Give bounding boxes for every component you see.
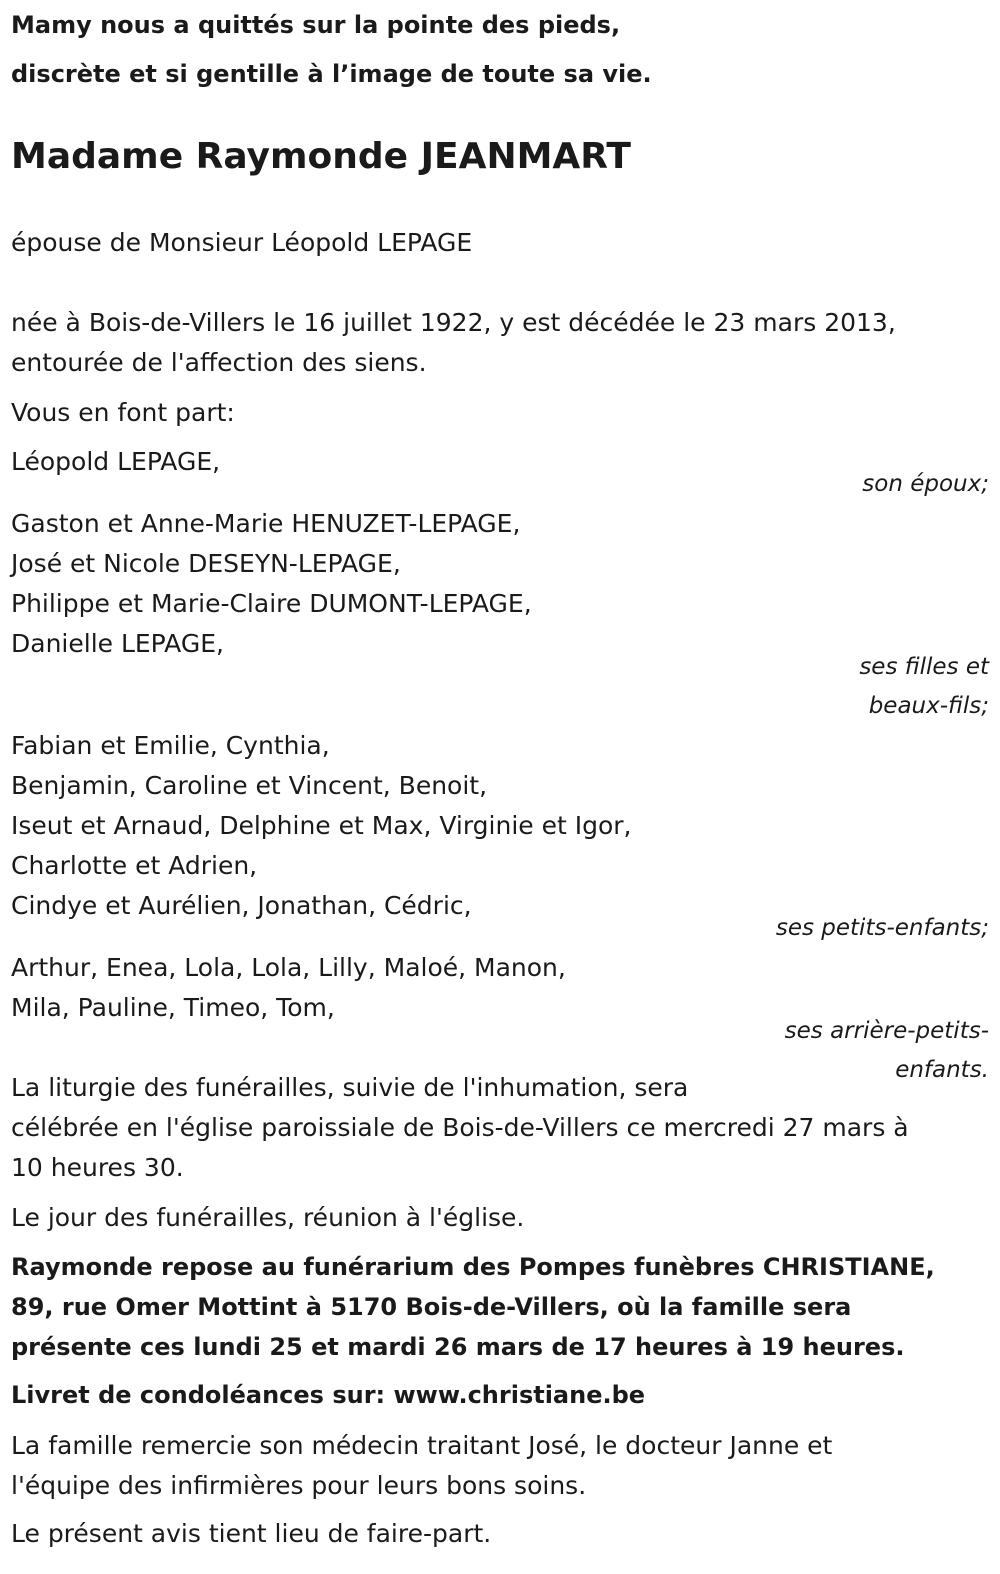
family-grandchildren-name: Cindye et Aurélien, Jonathan, Cédric,: [11, 891, 472, 920]
relation-great-grandchildren-line-2: enfants.: [895, 1057, 989, 1083]
funeral-line-2: célébrée en l'église paroissiale de Bois-de-Villers ce mercredi 27 mars à: [11, 1113, 909, 1142]
funerarium-line-1: Raymonde repose au funérarium des Pompes funèbres CHRISTIANE,: [11, 1253, 935, 1281]
family-grandchildren-name: Benjamin, Caroline et Vincent, Benoit,: [11, 771, 488, 800]
funerarium-line-3: présente ces lundi 25 et mardi 26 mars de 17 heures à 19 heures.: [11, 1333, 905, 1361]
funeral-line-1: La liturgie des funérailles, suivie de l'inhumation, sera: [11, 1073, 689, 1102]
family-grandchildren-name: Iseut et Arnaud, Delphine et Max, Virginie et Igor,: [11, 811, 632, 840]
intro-line-2: discrète et si gentille à l’image de toute sa vie.: [11, 60, 652, 88]
family-children-name: José et Nicole DESEYN-LEPAGE,: [11, 549, 401, 578]
announce-line: Vous en font part:: [11, 398, 235, 427]
family-grandchildren-name: Charlotte et Adrien,: [11, 851, 258, 880]
relation-grandchildren: ses petits-enfants;: [775, 915, 989, 941]
spouse-line: épouse de Monsieur Léopold LEPAGE: [11, 228, 473, 257]
relation-great-grandchildren-line-1: ses arrière-petits-: [784, 1018, 989, 1044]
relation-children-line-2: beaux-fils;: [868, 693, 989, 719]
deceased-name: Madame Raymonde JEANMART: [11, 136, 631, 177]
funeral-meeting-line: Le jour des funérailles, réunion à l'église.: [11, 1203, 525, 1232]
family-spouse-name: Léopold LEPAGE,: [11, 447, 221, 476]
family-children-name: Philippe et Marie-Claire DUMONT-LEPAGE,: [11, 589, 532, 618]
birth-line-1: née à Bois-de-Villers le 16 juillet 1922, y est décédée le 23 mars 2013,: [11, 308, 896, 337]
thanks-line-2: l'équipe des infirmières pour leurs bons soins.: [11, 1471, 587, 1500]
condolences-line: Livret de condoléances sur: www.christiane.be: [11, 1381, 646, 1409]
closing-line: Le présent avis tient lieu de faire-part.: [11, 1519, 492, 1548]
family-children-name: Danielle LEPAGE,: [11, 629, 224, 658]
intro-line-1: Mamy nous a quittés sur la pointe des pieds,: [11, 11, 621, 39]
funerarium-line-2: 89, rue Omer Mottint à 5170 Bois-de-Villers, où la famille sera: [11, 1293, 852, 1321]
family-children-name: Gaston et Anne-Marie HENUZET-LEPAGE,: [11, 509, 521, 538]
family-great-grandchildren-name: Mila, Pauline, Timeo, Tom,: [11, 993, 335, 1022]
birth-line-2: entourée de l'affection des siens.: [11, 348, 427, 377]
funeral-line-3: 10 heures 30.: [11, 1153, 184, 1182]
relation-children-line-1: ses filles et: [859, 654, 989, 680]
family-grandchildren-name: Fabian et Emilie, Cynthia,: [11, 731, 330, 760]
thanks-line-1: La famille remercie son médecin traitant José, le docteur Janne et: [11, 1431, 833, 1460]
family-great-grandchildren-name: Arthur, Enea, Lola, Lola, Lilly, Maloé, Manon,: [11, 953, 566, 982]
relation-spouse: son époux;: [862, 471, 989, 497]
